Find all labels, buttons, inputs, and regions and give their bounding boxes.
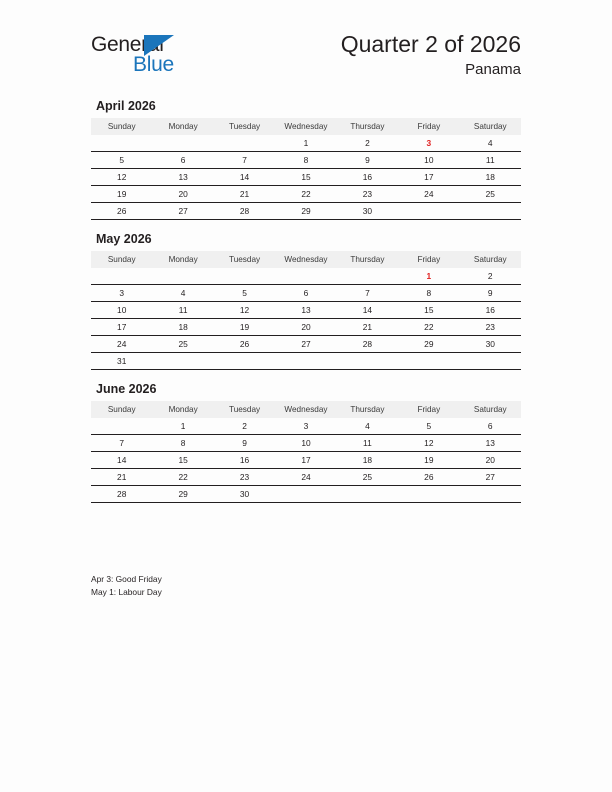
brand-word-blue: Blue (133, 53, 174, 76)
day-cell[interactable]: 6 (275, 285, 336, 302)
page-header (0, 0, 612, 96)
day-cell[interactable]: 29 (152, 486, 213, 503)
day-cell[interactable]: 16 (460, 302, 521, 319)
day-cell-empty (398, 353, 459, 370)
day-cell[interactable]: 3 (275, 418, 336, 435)
page-subtitle: Panama (465, 61, 521, 78)
month-block (91, 382, 521, 503)
week-row (91, 319, 521, 336)
day-cell[interactable]: 19 (91, 186, 152, 203)
day-cell[interactable]: 10 (275, 435, 336, 452)
day-cell[interactable]: 12 (91, 169, 152, 186)
weekday-header-wednesday: Wednesday (275, 251, 336, 268)
calendar-table (91, 401, 521, 503)
day-cell[interactable]: 19 (214, 319, 275, 336)
week-row (91, 418, 521, 435)
weekday-header-sunday: Sunday (91, 251, 152, 268)
day-cell[interactable]: 12 (398, 435, 459, 452)
day-cell[interactable]: 12 (214, 302, 275, 319)
day-cell[interactable]: 29 (275, 203, 336, 220)
day-cell[interactable]: 17 (398, 169, 459, 186)
weekday-header-friday: Friday (398, 118, 459, 135)
day-cell[interactable]: 16 (214, 452, 275, 469)
month-block (91, 99, 521, 220)
day-cell[interactable]: 9 (460, 285, 521, 302)
holiday-note: May 1: Labour Day (91, 587, 162, 597)
weekday-header-saturday: Saturday (460, 251, 521, 268)
header-titles (341, 30, 521, 80)
day-cell[interactable]: 9 (337, 152, 398, 169)
weekday-header-row (91, 118, 521, 135)
day-cell[interactable]: 28 (214, 203, 275, 220)
day-cell[interactable]: 1 (275, 135, 336, 152)
day-cell[interactable]: 5 (214, 285, 275, 302)
weekday-header-row (91, 401, 521, 418)
day-cell[interactable]: 26 (214, 336, 275, 353)
month-title: June 2026 (96, 382, 157, 396)
day-cell-empty (275, 353, 336, 370)
holiday-notes (91, 573, 521, 599)
week-row (91, 186, 521, 203)
day-cell[interactable]: 22 (398, 319, 459, 336)
week-row (91, 135, 521, 152)
day-cell[interactable]: 6 (152, 152, 213, 169)
day-cell[interactable]: 11 (152, 302, 213, 319)
week-row (91, 169, 521, 186)
weekday-header-tuesday: Tuesday (214, 118, 275, 135)
day-cell-empty (275, 268, 336, 285)
day-cell[interactable]: 23 (214, 469, 275, 486)
week-row (91, 336, 521, 353)
day-cell[interactable]: 13 (460, 435, 521, 452)
day-cell[interactable]: 5 (91, 152, 152, 169)
day-cell[interactable]: 27 (275, 336, 336, 353)
weekday-header-wednesday: Wednesday (275, 401, 336, 418)
weekday-header-wednesday: Wednesday (275, 118, 336, 135)
day-cell[interactable]: 18 (337, 452, 398, 469)
day-cell[interactable]: 21 (214, 186, 275, 203)
day-cell[interactable]: 8 (152, 435, 213, 452)
day-cell[interactable]: 2 (214, 418, 275, 435)
day-cell[interactable]: 24 (91, 336, 152, 353)
weekday-header-saturday: Saturday (460, 118, 521, 135)
weekday-header-saturday: Saturday (460, 401, 521, 418)
week-row (91, 452, 521, 469)
day-cell[interactable]: 29 (398, 336, 459, 353)
day-cell[interactable]: 3 (91, 285, 152, 302)
day-cell[interactable]: 13 (152, 169, 213, 186)
day-cell[interactable]: 21 (337, 319, 398, 336)
day-cell[interactable]: 6 (460, 418, 521, 435)
day-cell[interactable]: 22 (152, 469, 213, 486)
day-cell[interactable]: 27 (460, 469, 521, 486)
holiday-note: Apr 3: Good Friday (91, 574, 162, 584)
day-cell[interactable]: 22 (275, 186, 336, 203)
month-title: April 2026 (96, 99, 156, 113)
day-cell[interactable]: 31 (91, 353, 152, 370)
day-cell-empty (152, 353, 213, 370)
day-cell[interactable]: 5 (398, 418, 459, 435)
day-cell[interactable]: 20 (460, 452, 521, 469)
brand-word-general: General (91, 33, 164, 56)
day-cell-empty (460, 203, 521, 220)
weekday-header-sunday: Sunday (91, 118, 152, 135)
day-cell[interactable]: 23 (460, 319, 521, 336)
day-cell[interactable]: 21 (91, 469, 152, 486)
week-row (91, 302, 521, 319)
calendar-table (91, 251, 521, 370)
weekday-header-thursday: Thursday (337, 401, 398, 418)
day-cell-empty (398, 203, 459, 220)
day-cell-empty (337, 353, 398, 370)
day-cell-holiday[interactable]: 1 (398, 268, 459, 285)
day-cell[interactable]: 4 (152, 285, 213, 302)
day-cell-empty (337, 486, 398, 503)
day-cell[interactable]: 28 (337, 336, 398, 353)
brand-logo (91, 33, 291, 83)
day-cell-empty (152, 268, 213, 285)
day-cell-empty (460, 486, 521, 503)
day-cell-empty (214, 268, 275, 285)
week-row (91, 486, 521, 503)
week-row (91, 469, 521, 486)
day-cell[interactable]: 25 (152, 336, 213, 353)
day-cell-empty (91, 268, 152, 285)
weekday-header-friday: Friday (398, 401, 459, 418)
day-cell[interactable]: 17 (275, 452, 336, 469)
day-cell[interactable]: 19 (398, 452, 459, 469)
day-cell[interactable]: 2 (337, 135, 398, 152)
day-cell[interactable]: 9 (214, 435, 275, 452)
day-cell-empty (398, 486, 459, 503)
day-cell[interactable]: 11 (337, 435, 398, 452)
day-cell-empty (214, 135, 275, 152)
weekday-header-monday: Monday (152, 118, 213, 135)
month-list (91, 99, 521, 515)
weekday-header-monday: Monday (152, 251, 213, 268)
week-row (91, 268, 521, 285)
day-cell[interactable]: 15 (275, 169, 336, 186)
day-cell-empty (214, 353, 275, 370)
day-cell-empty (91, 135, 152, 152)
day-cell[interactable]: 15 (152, 452, 213, 469)
day-cell[interactable]: 26 (398, 469, 459, 486)
day-cell[interactable]: 14 (214, 169, 275, 186)
day-cell[interactable]: 30 (460, 336, 521, 353)
day-cell[interactable]: 18 (152, 319, 213, 336)
day-cell[interactable]: 25 (337, 469, 398, 486)
day-cell-empty (337, 268, 398, 285)
day-cell[interactable]: 23 (337, 186, 398, 203)
day-cell[interactable]: 8 (398, 285, 459, 302)
day-cell[interactable]: 8 (275, 152, 336, 169)
day-cell[interactable]: 26 (91, 203, 152, 220)
day-cell[interactable]: 30 (337, 203, 398, 220)
weekday-header-tuesday: Tuesday (214, 251, 275, 268)
month-title: May 2026 (96, 232, 152, 246)
day-cell[interactable]: 11 (460, 152, 521, 169)
weekday-header-row (91, 251, 521, 268)
week-row (91, 353, 521, 370)
day-cell[interactable]: 4 (337, 418, 398, 435)
day-cell[interactable]: 2 (460, 268, 521, 285)
day-cell[interactable]: 7 (214, 152, 275, 169)
weekday-header-monday: Monday (152, 401, 213, 418)
day-cell[interactable]: 24 (275, 469, 336, 486)
day-cell[interactable]: 13 (275, 302, 336, 319)
day-cell[interactable]: 27 (152, 203, 213, 220)
day-cell-empty (91, 418, 152, 435)
day-cell[interactable]: 24 (398, 186, 459, 203)
day-cell[interactable]: 10 (91, 302, 152, 319)
week-row (91, 152, 521, 169)
day-cell[interactable]: 14 (91, 452, 152, 469)
day-cell[interactable]: 17 (91, 319, 152, 336)
week-row (91, 285, 521, 302)
day-cell[interactable]: 25 (460, 186, 521, 203)
weekday-header-thursday: Thursday (337, 251, 398, 268)
day-cell[interactable]: 15 (398, 302, 459, 319)
calendar-table (91, 118, 521, 220)
page-title: Quarter 2 of 2026 (340, 31, 521, 57)
day-cell[interactable]: 28 (91, 486, 152, 503)
day-cell[interactable]: 7 (91, 435, 152, 452)
weekday-header-thursday: Thursday (337, 118, 398, 135)
weekday-header-sunday: Sunday (91, 401, 152, 418)
day-cell-empty (275, 486, 336, 503)
day-cell-empty (152, 135, 213, 152)
day-cell[interactable]: 18 (460, 169, 521, 186)
week-row (91, 435, 521, 452)
day-cell[interactable]: 20 (152, 186, 213, 203)
weekday-header-tuesday: Tuesday (214, 401, 275, 418)
month-block (91, 232, 521, 370)
day-cell[interactable]: 4 (460, 135, 521, 152)
day-cell[interactable]: 16 (337, 169, 398, 186)
day-cell[interactable]: 20 (275, 319, 336, 336)
week-row (91, 203, 521, 220)
day-cell[interactable]: 10 (398, 152, 459, 169)
weekday-header-friday: Friday (398, 251, 459, 268)
day-cell[interactable]: 30 (214, 486, 275, 503)
day-cell-empty (460, 353, 521, 370)
day-cell-holiday[interactable]: 3 (398, 135, 459, 152)
day-cell[interactable]: 7 (337, 285, 398, 302)
day-cell[interactable]: 1 (152, 418, 213, 435)
day-cell[interactable]: 14 (337, 302, 398, 319)
